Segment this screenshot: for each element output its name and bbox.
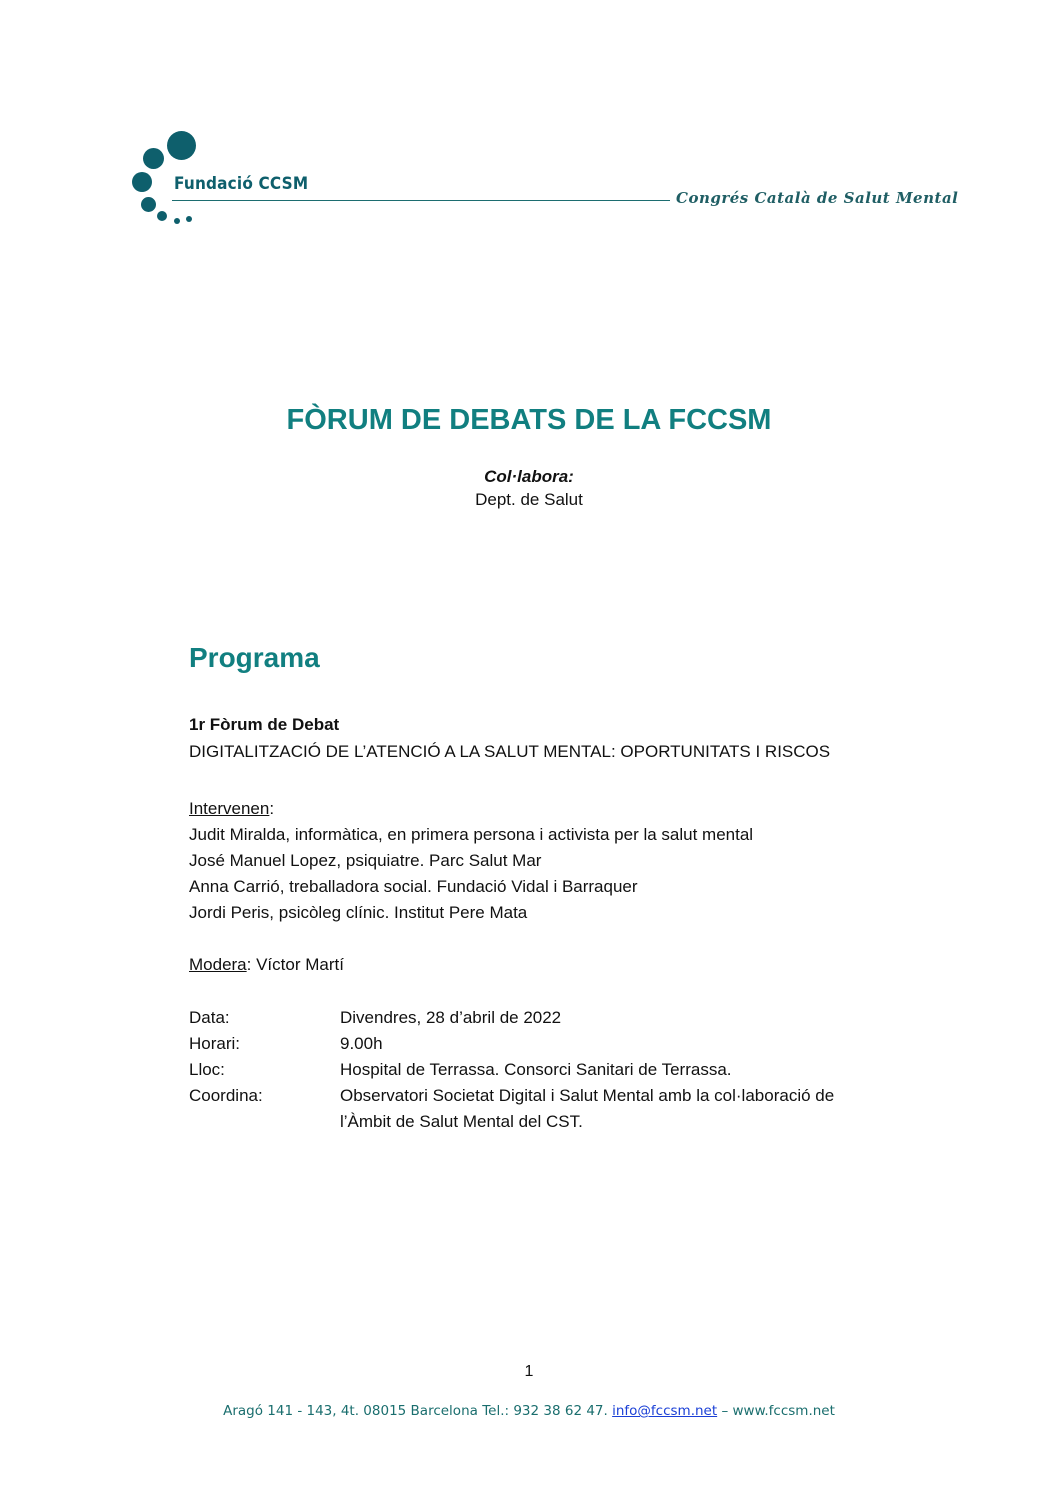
moderator-label: Modera	[189, 955, 247, 974]
footer-contact	[0, 1403, 1058, 1419]
page-number: 1	[524, 1363, 534, 1380]
colon: :	[269, 799, 275, 818]
page-title: FÒRUM DE DEBATS DE LA FCCSM	[286, 404, 772, 436]
logo-dot-icon	[132, 172, 152, 192]
footer-address: Aragó 141 - 143, 4t. 08015 Barcelona Tel.: 932 38 62 47.	[223, 1403, 608, 1419]
logo-dot-icon	[157, 211, 167, 221]
header-divider	[172, 200, 670, 201]
footer-website: www.fccsm.net	[732, 1403, 835, 1419]
detail-label: Data:	[189, 1008, 230, 1027]
detail-value: Divendres, 28 d’abril de 2022	[340, 1008, 562, 1027]
footer-separator: –	[721, 1403, 729, 1419]
footer-email-link[interactable]: info@fccsm.net	[612, 1403, 718, 1419]
logo-text: Fundació CCSM	[174, 174, 309, 194]
speaker-item: Anna Carrió, treballadora social. Fundació Vidal i Barraquer	[189, 877, 638, 896]
detail-label: Coordina:	[189, 1086, 263, 1105]
logo-dot-icon	[143, 148, 164, 169]
logo-dot-icon	[141, 197, 156, 212]
detail-value: 9.00h	[340, 1034, 383, 1053]
forum-title: 1r Fòrum de Debat	[189, 715, 340, 734]
speakers-heading	[189, 796, 274, 822]
forum-subtitle: DIGITALITZACIÓ DE L’ATENCIÓ A LA SALUT MENTAL: OPORTUNITATS I RISCOS	[189, 742, 831, 761]
logo-dot-icon	[186, 216, 192, 222]
detail-label: Horari:	[189, 1034, 241, 1053]
section-heading-programa: Programa	[189, 642, 320, 673]
speaker-item: Judit Miralda, informàtica, en primera persona i activista per la salut mental	[189, 825, 754, 844]
detail-value: l’Àmbit de Salut Mental del CST.	[340, 1112, 583, 1131]
logo-dot-icon	[174, 218, 180, 224]
speaker-item: José Manuel Lopez, psiquiatre. Parc Salut Mar	[189, 851, 542, 870]
speaker-item: Jordi Peris, psicòleg clínic. Institut Pere Mata	[189, 903, 528, 922]
moderator-name: Víctor Martí	[256, 955, 344, 974]
logo-mark	[0, 0, 220, 240]
speakers-label: Intervenen	[189, 799, 270, 818]
detail-value: Observatori Societat Digital i Salut Mental amb la col·laboració de	[340, 1086, 835, 1105]
logo-dot-icon	[167, 131, 196, 160]
colon: :	[246, 955, 257, 974]
header-tagline: Congrés Català de Salut Mental	[676, 189, 959, 207]
detail-value: Hospital de Terrassa. Consorci Sanitari de Terrassa.	[340, 1060, 732, 1079]
collab-label: Col·labora:	[484, 467, 574, 486]
collab-value: Dept. de Salut	[475, 490, 583, 509]
detail-label: Lloc:	[189, 1060, 225, 1079]
moderator-line	[189, 952, 344, 978]
